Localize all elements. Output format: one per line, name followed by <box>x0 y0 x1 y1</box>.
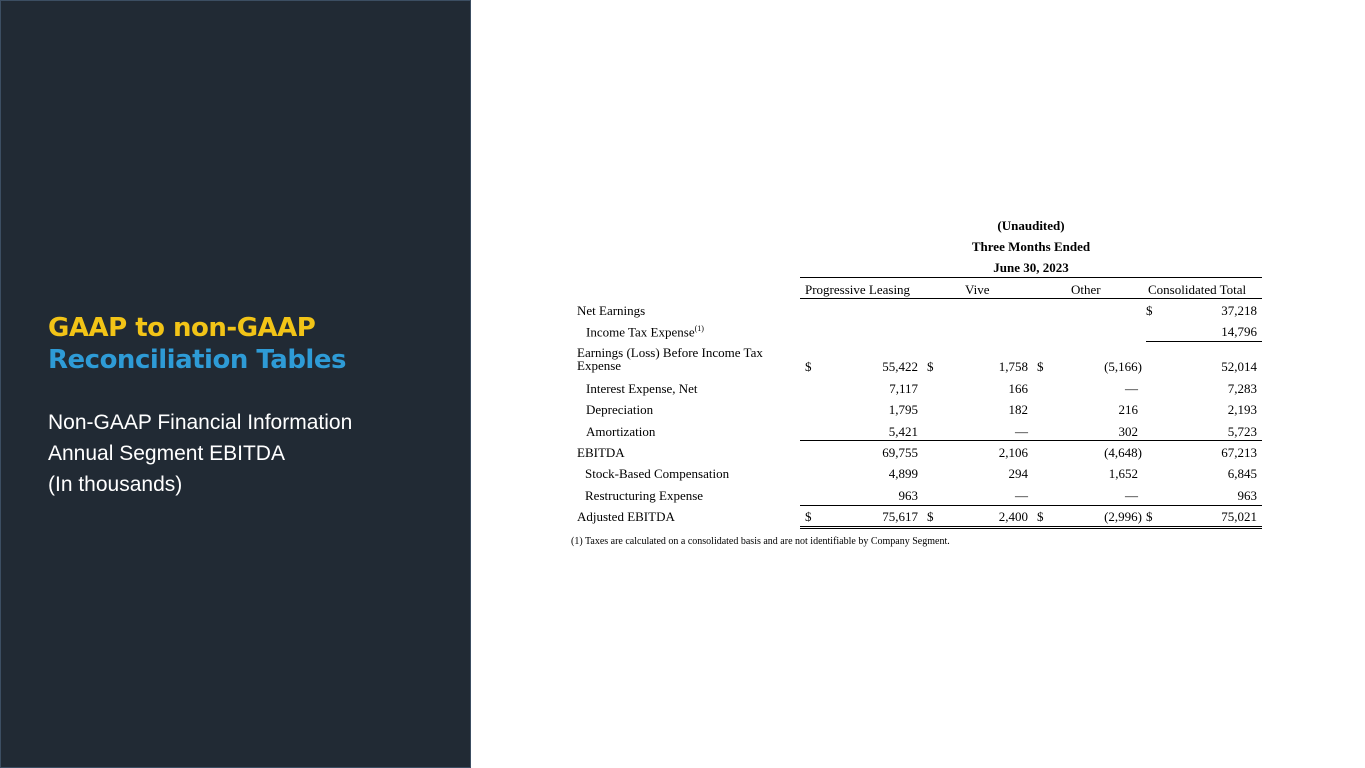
currency-symbol: $ <box>1037 359 1044 374</box>
cell-value: 4,899 <box>888 466 918 481</box>
row-label-interest-expense: Interest Expense, Net <box>586 381 698 396</box>
currency-symbol: $ <box>805 359 812 374</box>
cell-value: 7,117 <box>889 381 918 396</box>
cell-value: 37,218 <box>1221 303 1257 318</box>
cell-value: 69,755 <box>882 445 918 460</box>
cell-value: 963 <box>898 488 918 503</box>
title-line-1: GAAP to non-GAAP <box>48 313 316 343</box>
row-label-adjusted-ebitda: Adjusted EBITDA <box>577 509 675 524</box>
column-header-progressive-leasing: Progressive Leasing <box>805 282 911 297</box>
subtitle-line: Annual Segment EBITDA <box>48 442 285 465</box>
cell-value: 216 <box>1118 402 1138 417</box>
currency-symbol: $ <box>805 509 812 524</box>
column-header-rule <box>800 298 1262 299</box>
cell-value: — <box>1125 488 1138 503</box>
cell-value: — <box>1125 381 1138 396</box>
row-label-text: Income Tax Expense <box>586 324 695 340</box>
currency-symbol: $ <box>1146 509 1153 524</box>
cell-value: 52,014 <box>1221 359 1257 374</box>
cell-value: 5,421 <box>888 424 918 439</box>
cell-value: 2,106 <box>998 445 1028 460</box>
table-header-unaudited: (Unaudited) <box>997 218 1065 233</box>
column-header-consolidated-total: Consolidated Total <box>1148 282 1247 297</box>
row-label-depreciation: Depreciation <box>586 402 654 417</box>
cell-value: 166 <box>1008 381 1028 396</box>
header-rule <box>800 277 1262 278</box>
row-label-net-earnings: Net Earnings <box>577 303 646 318</box>
cell-value: 2,400 <box>998 509 1028 524</box>
cell-value: 75,617 <box>882 509 918 524</box>
row-label-stock-based-compensation: Stock-Based Compensation <box>585 466 730 481</box>
column-header-vive: Vive <box>965 282 990 297</box>
table-footnote: (1) Taxes are calculated on a consolidated basis and are not identifiable by Company Segment. <box>571 536 950 547</box>
row-label-ebitda: EBITDA <box>577 445 625 460</box>
currency-symbol: $ <box>927 509 934 524</box>
cell-value: 1,795 <box>888 402 918 417</box>
sidebar-panel <box>0 0 471 768</box>
cell-value: 1,652 <box>1108 466 1138 481</box>
cell-value: — <box>1015 424 1028 439</box>
currency-symbol: $ <box>1037 509 1044 524</box>
subtitle-line: Non-GAAP Financial Information <box>48 411 353 434</box>
cell-value: 963 <box>1237 488 1257 503</box>
currency-symbol: $ <box>1146 303 1153 318</box>
subtotal-rule <box>800 440 1262 441</box>
cell-value: — <box>1015 488 1028 503</box>
subtotal-rule <box>800 505 1262 506</box>
column-header-other: Other <box>1071 282 1101 297</box>
row-label-restructuring-expense: Restructuring Expense <box>585 488 704 503</box>
currency-symbol: $ <box>927 359 934 374</box>
cell-value: 55,422 <box>882 359 918 374</box>
cell-value: 5,723 <box>1227 424 1257 439</box>
cell-value: 6,845 <box>1227 466 1257 481</box>
cell-value: 294 <box>1008 466 1028 481</box>
row-label-line: Expense <box>577 358 622 373</box>
cell-value: (4,648) <box>1104 445 1142 460</box>
cell-value: 75,021 <box>1221 509 1257 524</box>
subtitle-line: (In thousands) <box>48 473 183 496</box>
total-double-rule <box>800 528 1262 529</box>
cell-value: 7,283 <box>1227 381 1257 396</box>
cell-value: 182 <box>1008 402 1028 417</box>
total-double-rule <box>800 526 1262 527</box>
row-label-line: Earnings (Loss) Before Income Tax <box>577 345 763 360</box>
row-label-amortization: Amortization <box>586 424 656 439</box>
cell-value: (2,996) <box>1104 509 1142 524</box>
row-label-earnings-before-tax <box>577 346 763 372</box>
table-header-period: Three Months Ended <box>971 239 1091 254</box>
cell-value: 1,758 <box>998 359 1028 374</box>
cell-value: (5,166) <box>1104 359 1142 374</box>
cell-value: 67,213 <box>1221 445 1257 460</box>
title-line-2: Reconciliation Tables <box>48 345 346 375</box>
table-header-date: June 30, 2023 <box>993 260 1069 275</box>
footnote-mark: (1) <box>694 324 704 333</box>
cell-value: 302 <box>1118 424 1138 439</box>
cell-value: 2,193 <box>1227 402 1257 417</box>
subtotal-rule <box>1146 341 1262 342</box>
cell-value: 14,796 <box>1221 324 1257 339</box>
subtitle <box>48 407 352 500</box>
row-label-income-tax-expense <box>586 324 704 340</box>
